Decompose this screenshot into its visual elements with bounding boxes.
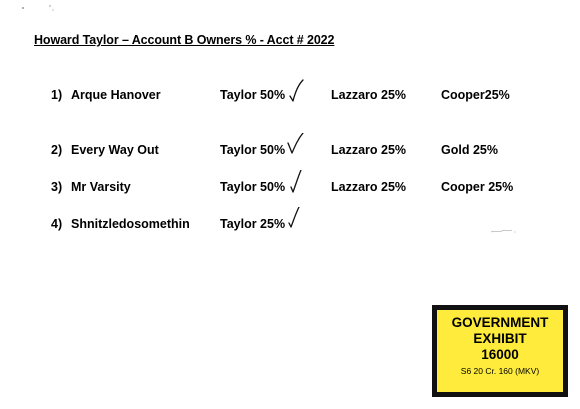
document-heading: Howard Taylor – Account B Owners % - Acct # 2022 (34, 33, 335, 47)
government-exhibit-sticker (432, 305, 568, 397)
scan-speck-top-left (20, 4, 60, 14)
row-number: 3) (51, 180, 63, 194)
row-number: 4) (51, 217, 63, 231)
ownership-row (0, 143, 580, 163)
row-number: 2) (51, 143, 63, 157)
row-number: 1) (51, 88, 63, 102)
owner-share-primary: Taylor 50% (220, 88, 286, 102)
owner-share-tertiary: Gold 25% (441, 143, 498, 157)
horse-name: Shnitzledosomethin (71, 217, 190, 231)
ownership-row (0, 88, 580, 108)
horse-name: Arque Hanover (71, 88, 161, 102)
handwritten-checkmark-icon (286, 207, 306, 233)
exhibit-number: 16000 (481, 347, 519, 362)
handwritten-checkmark-icon (288, 170, 308, 196)
handwritten-checkmark-icon (286, 133, 306, 159)
owner-share-secondary: Lazzaro 25% (331, 143, 407, 157)
horse-name: Mr Varsity (71, 180, 131, 194)
owner-share-primary: Taylor 50% (220, 180, 286, 194)
owner-share-tertiary: Cooper 25% (441, 180, 514, 194)
owner-share-primary: Taylor 25% (220, 217, 286, 231)
exhibit-line-exhibit: EXHIBIT (473, 331, 527, 346)
exhibit-line-government: GOVERNMENT (451, 315, 549, 330)
scan-smudge (490, 226, 520, 236)
horse-name: Every Way Out (71, 143, 159, 157)
handwritten-checkmark-icon (287, 78, 307, 104)
owner-share-primary: Taylor 50% (220, 143, 286, 157)
ownership-row (0, 180, 580, 200)
exhibit-sticker-label (437, 310, 563, 392)
owner-share-tertiary: Cooper25% (441, 88, 510, 102)
exhibit-case-reference: S6 20 Cr. 160 (MKV) (460, 366, 540, 376)
owner-share-secondary: Lazzaro 25% (331, 180, 407, 194)
owner-share-secondary: Lazzaro 25% (331, 88, 407, 102)
